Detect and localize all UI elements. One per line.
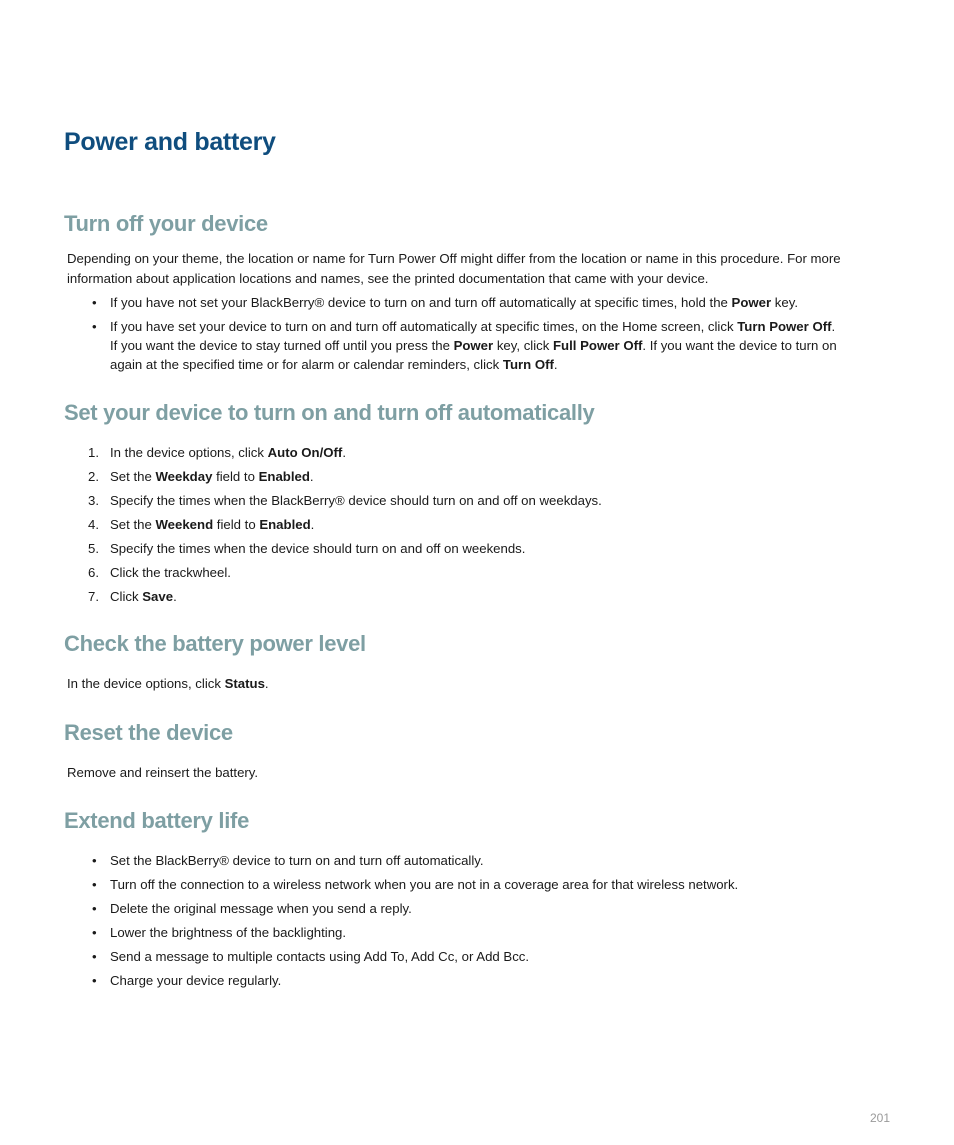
heading-turn-off: Turn off your device (64, 211, 268, 236)
extend-list (0, 851, 900, 990)
page-title: Power and battery (64, 128, 276, 156)
list-item: 7. Click Save. (88, 589, 177, 604)
reset-text: Remove and reinsert the battery. (67, 765, 259, 780)
heading-reset: Reset the device (64, 720, 233, 745)
list-item: • Send a message to multiple contacts using Add To, Add Cc, or Add Bcc. (92, 949, 530, 964)
turn-off-list (0, 293, 900, 374)
list-item: • Charge your device regularly. (92, 973, 282, 988)
heading-extend: Extend battery life (64, 808, 250, 833)
list-item: 2. Set the Weekday field to Enabled. (88, 469, 314, 484)
list-item: 5. Specify the times when the device should turn on and off on weekends. (88, 541, 526, 556)
list-item: 3. Specify the times when the BlackBerry® device should turn on and off on weekdays. (88, 493, 602, 508)
list-item: 4. Set the Weekend field to Enabled. (88, 517, 315, 532)
list-item: 6. Click the trackwheel. (88, 565, 231, 580)
list-item: • Set the BlackBerry® device to turn on and turn off automatically. (92, 853, 484, 868)
heading-battery-level: Check the battery power level (64, 631, 366, 656)
list-item: • Turn off the connection to a wireless network when you are not in a coverage area for that wireless network. (92, 877, 739, 892)
list-item: • Delete the original message when you send a reply. (92, 901, 412, 916)
battery-level-text: In the device options, click Status. (67, 676, 269, 691)
page-number: 201 (869, 1111, 890, 1125)
auto-on-off-steps (0, 443, 900, 606)
list-item: • If you have not set your BlackBerry® device to turn on and turn off automatically at specific times, hold the Power key. (92, 295, 798, 310)
list-item: • If you have set your device to turn on and turn off automatically at specific times, on the Home screen, click Turn Power Off. If you want the device to stay turned off until you press the Power key, click Full Power Off. If you want the device to turn on again at the specified time or for alarm or calendar reminders, click Turn Off. (92, 319, 837, 372)
list-item: 1. In the device options, click Auto On/Off. (88, 445, 346, 460)
heading-auto-on-off: Set your device to turn on and turn off automatically (64, 400, 595, 425)
turn-off-intro: Depending on your theme, the location or name for Turn Power Off might differ from the location or name in this procedure. For more information about application locations and names, see the printed documentation that came with your device. (67, 251, 841, 286)
list-item: • Lower the brightness of the backlighting. (92, 925, 347, 940)
